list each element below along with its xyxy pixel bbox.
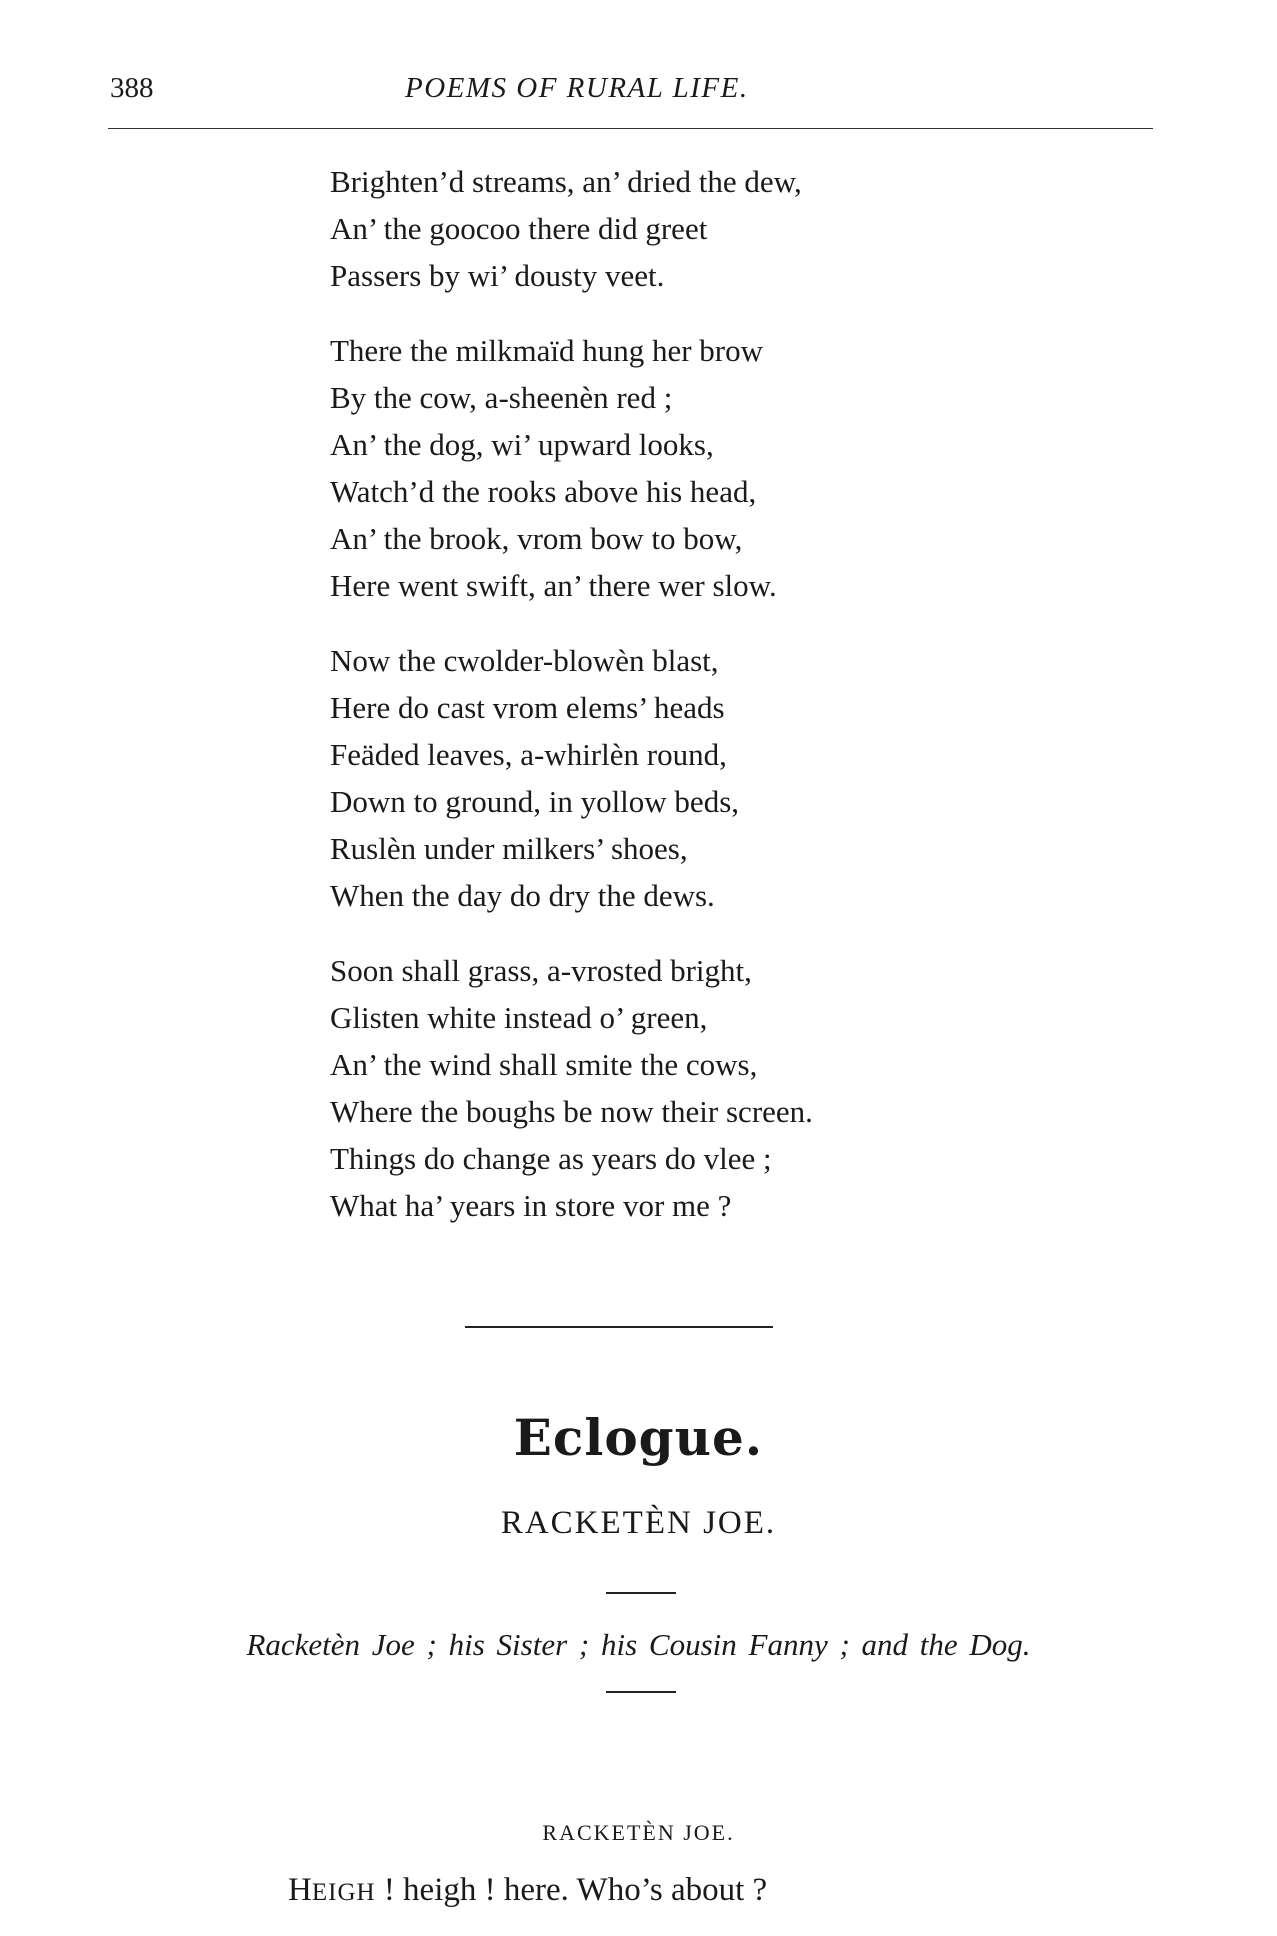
poem-line: Down to ground, in yollow beds, — [330, 784, 740, 819]
poem-line: By the cow, a-sheenèn red ; — [330, 380, 673, 415]
dropped-cap: H — [288, 1872, 312, 1908]
short-rule-upper — [606, 1592, 676, 1594]
page-header — [110, 72, 1160, 112]
running-title: POEMS OF RURAL LIFE. — [405, 72, 749, 104]
poem-line: Things do change as years do vlee ; — [330, 1141, 772, 1176]
poem-line: Here do cast vrom elems’ heads — [330, 690, 725, 725]
dialogue-first-line — [288, 1872, 767, 1909]
section-title: Eclogue. — [513, 1408, 764, 1467]
poem-line: Glisten white instead o’ green, — [330, 1000, 708, 1035]
poem-line: When the day do dry the dews. — [330, 878, 715, 913]
dialogue-text: ! heigh ! here. Who’s about ? — [375, 1872, 768, 1908]
poem-line: An’ the brook, vrom bow to bow, — [330, 521, 743, 556]
dramatis-personae: Racketèn Joe ; his Sister ; his Cousin Fanny ; and the Dog. — [246, 1627, 1031, 1662]
poem-line: Here went swift, an’ there wer slow. — [330, 568, 777, 603]
poem-line: An’ the goocoo there did greet — [330, 211, 708, 246]
stanza — [330, 637, 813, 919]
poem-line: Feäded leaves, a-whirlèn round, — [330, 737, 727, 772]
poem-body — [330, 158, 813, 1257]
poem-line: What ha’ years in store vor me ? — [330, 1188, 732, 1223]
poem-line: Now the cwolder-blowèn blast, — [330, 643, 719, 678]
smallcaps-word: EIGH — [311, 1879, 376, 1906]
poem-line: Watch’d the rooks above his head, — [330, 474, 757, 509]
stanza — [330, 158, 813, 299]
stanza — [330, 327, 813, 609]
speaker-name: RACKETÈN JOE. — [542, 1820, 735, 1845]
poem-line: Soon shall grass, a-vrosted bright, — [330, 953, 752, 988]
stanza — [330, 947, 813, 1229]
poem-line: Where the boughs be now their screen. — [330, 1094, 813, 1129]
poem-line: Brighten’d streams, an’ dried the dew, — [330, 164, 802, 199]
page-number: 388 — [110, 72, 154, 104]
poem-line: An’ the dog, wi’ upward looks, — [330, 427, 714, 462]
header-rule — [108, 128, 1153, 129]
poem-line: Ruslèn under milkers’ shoes, — [330, 831, 688, 866]
short-rule-lower — [606, 1691, 676, 1693]
section-subtitle: RACKETÈN JOE. — [500, 1505, 777, 1541]
poem-line: There the milkmaïd hung her brow — [330, 333, 764, 368]
poem-line: An’ the wind shall smite the cows, — [330, 1047, 758, 1082]
section-divider — [465, 1326, 773, 1328]
poem-line: Passers by wi’ dousty veet. — [330, 258, 665, 293]
